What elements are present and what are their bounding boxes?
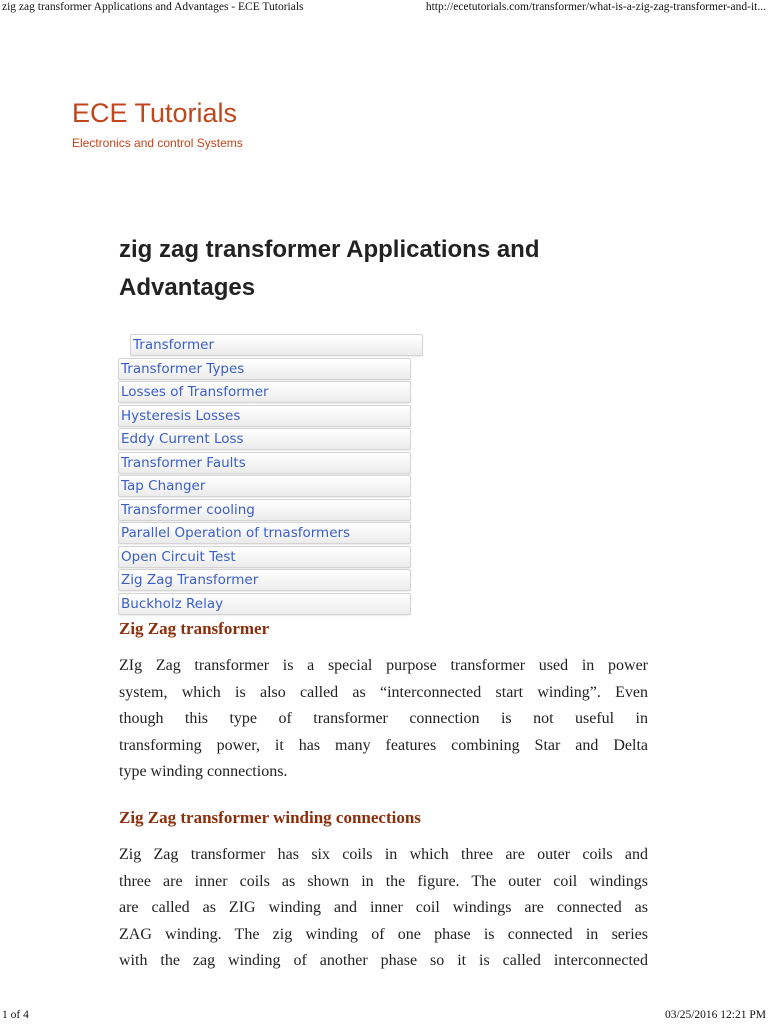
article-title: zig zag transformer Applications and Advantages	[119, 236, 540, 301]
paragraph-line: system, which is also called as “interconnected start winding”. Even	[119, 683, 648, 701]
site-tagline: Electronics and control Systems	[72, 136, 243, 150]
paragraph-line: transforming power, it has many features combining Star and Delta	[119, 736, 648, 754]
nav-item-zig-zag-transformer[interactable]: Zig Zag Transformer	[118, 569, 411, 591]
nav-item-eddy-current-loss[interactable]: Eddy Current Loss	[118, 428, 411, 450]
nav-item-open-circuit-test[interactable]: Open Circuit Test	[118, 546, 411, 568]
paragraph-line: ZIg Zag transformer is a special purpose transformer used in power	[119, 657, 648, 674]
paragraph-line: though this type of transformer connection is not useful in	[119, 710, 648, 727]
print-header	[0, 0, 768, 16]
site-title[interactable]: ECE Tutorials	[72, 98, 238, 128]
nav-item-transformer-types[interactable]: Transformer Types	[118, 358, 411, 380]
print-timestamp: 03/25/2016 12:21 PM	[665, 1009, 766, 1021]
nav-item-transformer[interactable]: Transformer	[130, 334, 423, 356]
paragraph-line: ZAG winding. The zig winding of one phase is connected in series	[119, 925, 648, 943]
section-heading-zig-zag-transformer: Zig Zag transformer	[119, 619, 270, 638]
print-header-url: http://ecetutorials.com/transformer/what-is-a-zig-zag-transformer-and-it...	[425, 1, 766, 13]
section-heading-winding-connections: Zig Zag transformer winding connections	[119, 808, 421, 827]
nav-item-parallel-operation[interactable]: Parallel Operation of trnasformers	[118, 522, 411, 544]
nav-item-transformer-cooling[interactable]: Transformer cooling	[118, 499, 411, 521]
paragraph-line: with the zag winding of another phase so it is called interconnected	[119, 952, 648, 969]
section-paragraph	[119, 842, 648, 975]
section-paragraph	[119, 653, 648, 786]
paragraph-line: type winding connections.	[119, 763, 288, 780]
nav-item-transformer-faults[interactable]: Transformer Faults	[118, 452, 411, 474]
nav-item-hysteresis-losses[interactable]: Hysteresis Losses	[118, 405, 411, 427]
nav-item-losses-of-transformer[interactable]: Losses of Transformer	[118, 381, 411, 403]
paragraph-line: are called as ZIG winding and inner coil windings are connected as	[119, 899, 648, 916]
print-header-title: zig zag transformer Applications and Advantages - ECE Tutorials	[2, 1, 304, 13]
print-footer	[0, 1008, 768, 1024]
page-number: 1 of 4	[2, 1009, 29, 1021]
nav-item-tap-changer[interactable]: Tap Changer	[118, 475, 411, 497]
nav-item-buckholz-relay[interactable]: Buckholz Relay	[118, 593, 411, 615]
paragraph-line: three are inner coils as shown in the figure. The outer coil windings	[119, 872, 648, 890]
paragraph-line: Zig Zag transformer has six coils in which three are outer coils and	[119, 846, 648, 863]
